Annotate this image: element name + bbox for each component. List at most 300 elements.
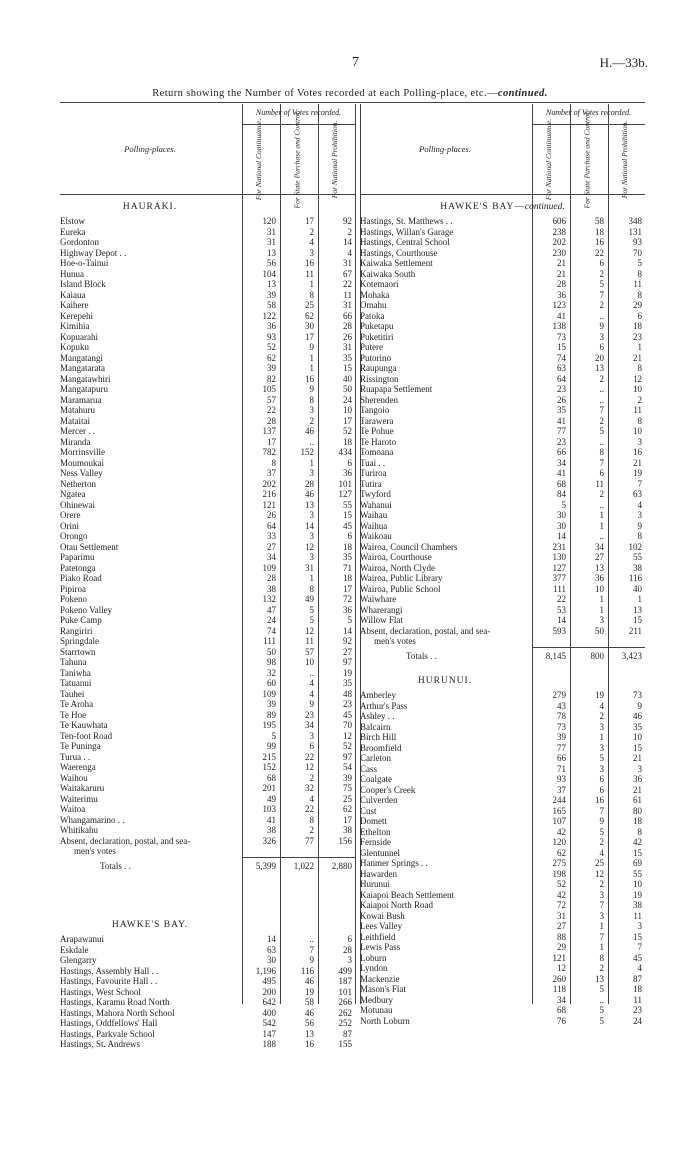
- table-row: [60, 237, 355, 248]
- polling-place-name: Pipiroa: [60, 583, 86, 594]
- votes-state: 1: [599, 604, 604, 615]
- table-row: [60, 804, 355, 815]
- votes-continuance: 28: [267, 415, 276, 426]
- votes-prohibition: 155: [338, 1039, 352, 1049]
- votes-continuance: 15: [557, 342, 566, 352]
- table-row: [60, 584, 355, 595]
- votes-continuance: 275: [552, 858, 566, 868]
- table-row: [60, 332, 355, 343]
- polling-place-name: Patoka: [360, 310, 385, 321]
- votes-continuance: 41: [267, 814, 276, 825]
- table-row: [60, 521, 355, 532]
- votes-prohibition: 9: [637, 700, 642, 711]
- votes-continuance: 137: [262, 426, 276, 436]
- votes-prohibition: 70: [633, 247, 642, 258]
- document-reference: H.—33b.: [599, 55, 648, 70]
- table-row: [360, 942, 645, 953]
- votes-prohibition: 14: [343, 237, 352, 247]
- votes-state: 1: [309, 352, 314, 363]
- votes-continuance: 68: [267, 772, 276, 783]
- polling-place-name: men's votes: [74, 846, 116, 856]
- votes-state: 5: [309, 604, 314, 615]
- table-title-cont: continued.: [497, 88, 548, 99]
- table-row: [360, 437, 645, 448]
- votes-prohibition: 102: [628, 541, 642, 552]
- votes-continuance: 93: [267, 331, 276, 342]
- votes-continuance: 593: [552, 625, 566, 636]
- polling-place-name: Starrtown: [60, 646, 96, 657]
- votes-continuance: 34: [557, 457, 566, 468]
- col-state-label: For State Purchase and Control.: [292, 110, 302, 208]
- votes-state: 10: [305, 657, 314, 667]
- votes-prohibition: 4: [637, 499, 642, 510]
- votes-prohibition: 17: [343, 415, 352, 426]
- votes-prohibition: 12: [633, 373, 642, 384]
- votes-state: 4: [309, 678, 314, 688]
- votes-prohibition: 31: [343, 300, 352, 310]
- polling-place-name: Hastings, Parkvale School: [60, 1028, 155, 1039]
- table-row: [360, 690, 645, 701]
- votes-continuance: 33: [267, 531, 276, 541]
- polling-place-name: Ten-foot Road: [60, 730, 113, 741]
- votes-continuance: 32: [267, 667, 276, 678]
- votes-prohibition: 52: [343, 741, 352, 751]
- votes-state: ..: [599, 994, 604, 1005]
- votes-prohibition: 73: [633, 690, 642, 700]
- votes-prohibition: 31: [343, 342, 352, 352]
- table-row: [360, 963, 645, 974]
- table-row: [60, 395, 355, 406]
- votes-prohibition: 55: [633, 868, 642, 879]
- votes-continuance: 28: [267, 573, 276, 583]
- table-row: [60, 353, 355, 364]
- polling-place-name: Lyndon: [360, 963, 388, 973]
- polling-place-name: Hastings, Favourite Hall . .: [60, 976, 158, 986]
- votes-prohibition: 31: [343, 258, 352, 268]
- polling-place-name: Te Kauwhata: [60, 720, 108, 730]
- table-row: [60, 1029, 355, 1040]
- votes-state: 12: [305, 762, 314, 772]
- total-continuance: 8,145: [545, 650, 566, 661]
- votes-continuance: 216: [262, 489, 276, 499]
- table-row: [60, 321, 355, 332]
- votes-continuance: 39: [267, 363, 276, 373]
- polling-place-name: Tangoio: [360, 405, 390, 415]
- votes-continuance: 52: [267, 342, 276, 352]
- votes-state: ..: [599, 394, 604, 405]
- polling-place-name: Mohaka: [360, 289, 390, 300]
- votes-prohibition: 48: [343, 688, 352, 699]
- polling-place-name: Island Block: [60, 279, 106, 289]
- table-row: [60, 311, 355, 322]
- votes-prohibition: 25: [343, 793, 352, 804]
- table-row: [360, 468, 645, 479]
- votes-prohibition: 35: [343, 552, 352, 562]
- table-row: [360, 216, 645, 227]
- table-row: [60, 678, 355, 689]
- polling-place-name: Otau Settlement: [60, 541, 119, 552]
- polling-place-name: Orini: [60, 520, 79, 531]
- table-row: [360, 290, 645, 301]
- votes-state: 28: [305, 478, 314, 489]
- votes-prohibition: 15: [343, 363, 352, 373]
- polling-place-name: Te Puninga: [60, 741, 101, 751]
- votes-state: 7: [599, 457, 604, 468]
- votes-continuance: 53: [557, 604, 566, 615]
- table-row: [360, 542, 645, 553]
- votes-state: 46: [305, 976, 314, 986]
- left-table: [60, 104, 355, 1049]
- votes-continuance: 88: [557, 931, 566, 942]
- votes-state: 7: [599, 405, 604, 415]
- polling-place-name: Miranda: [60, 436, 91, 447]
- votes-state: 4: [309, 793, 314, 804]
- section-title: HAURAKI.: [122, 202, 178, 212]
- votes-continuance: 63: [267, 944, 276, 955]
- polling-place-name: Waitakaruru: [60, 783, 105, 793]
- section-title-main: HAWKE'S BAY—: [440, 202, 525, 212]
- table-row: [60, 825, 355, 836]
- votes-continuance: 5: [271, 730, 276, 741]
- table-row: [360, 900, 645, 911]
- votes-state: 23: [305, 709, 314, 720]
- votes-prohibition: 8: [637, 531, 642, 541]
- polling-place-name: Hawarden: [360, 868, 397, 879]
- votes-continuance: 123: [552, 300, 566, 310]
- polling-places-header: Polling-places.: [419, 144, 471, 154]
- votes-prohibition: 36: [633, 774, 642, 784]
- votes-prohibition: 28: [343, 944, 352, 955]
- table-row: [360, 321, 645, 332]
- votes-continuance: 260: [552, 973, 566, 984]
- polling-place-name: Taniwha: [60, 667, 91, 678]
- polling-place-name: Absent, declaration, postal, and sea-: [60, 835, 191, 846]
- votes-prohibition: 22: [343, 279, 352, 289]
- polling-place-name: Wairoa, Public School: [360, 583, 441, 594]
- votes-continuance: 377: [552, 573, 566, 583]
- totals-rule-line: [532, 647, 645, 648]
- votes-state: 6: [309, 741, 314, 751]
- votes-continuance: 36: [557, 289, 566, 300]
- polling-place-name: Highway Depot . .: [60, 247, 127, 258]
- votes-prohibition: 3: [637, 436, 642, 447]
- table-row: [60, 405, 355, 416]
- votes-prohibition: 10: [633, 879, 642, 889]
- column-rule: [355, 104, 356, 1004]
- votes-prohibition: 18: [343, 541, 352, 552]
- polling-place-name: Fernside: [360, 837, 391, 847]
- votes-continuance: 26: [267, 510, 276, 520]
- table-row: [360, 605, 645, 616]
- votes-prohibition: 3: [637, 763, 642, 774]
- votes-prohibition: 19: [633, 889, 642, 900]
- votes-state: 6: [599, 784, 604, 795]
- votes-prohibition: 14: [343, 625, 352, 636]
- polling-place-name: Loburn: [360, 952, 387, 963]
- table-row: [60, 468, 355, 479]
- polling-place-name: Hoe-o-Tainui: [60, 258, 109, 268]
- votes-prohibition: 11: [633, 405, 642, 415]
- table-row: [360, 300, 645, 311]
- votes-state: 11: [595, 478, 604, 489]
- votes-continuance: 82: [267, 373, 276, 384]
- polling-place-name: Matahuru: [60, 405, 95, 415]
- votes-continuance: 12: [557, 963, 566, 973]
- polling-place-name: Cust: [360, 805, 377, 816]
- votes-prohibition: 23: [343, 699, 352, 709]
- votes-state: 3: [309, 531, 314, 541]
- polling-place-name: Rangiriri: [60, 625, 93, 636]
- votes-continuance: 107: [552, 816, 566, 826]
- table-row: [60, 479, 355, 490]
- table-row: [60, 563, 355, 574]
- votes-prohibition: 10: [633, 426, 642, 436]
- votes-prohibition: 24: [633, 1015, 642, 1026]
- polling-place-name: Whitikahu: [60, 825, 98, 835]
- section-title-cont: continued.: [524, 202, 565, 212]
- votes-state: 9: [599, 816, 604, 826]
- votes-state: 30: [305, 321, 314, 331]
- votes-continuance: 37: [557, 784, 566, 795]
- votes-state: 5: [599, 984, 604, 994]
- votes-prohibition: 36: [343, 604, 352, 615]
- votes-continuance: 76: [557, 1015, 566, 1026]
- polling-place-name: Hastings, Oddfellows' Hall: [60, 1018, 158, 1028]
- votes-prohibition: 4: [637, 963, 642, 973]
- votes-state: 8: [599, 447, 604, 457]
- votes-prohibition: 45: [343, 709, 352, 720]
- section-hauraki: [60, 198, 355, 871]
- votes-prohibition: 2: [347, 226, 352, 237]
- polling-place-name: Waihua: [360, 520, 388, 531]
- table-row: [360, 594, 645, 605]
- table-row: [360, 890, 645, 901]
- table-title: [0, 88, 700, 99]
- votes-state: 3: [599, 721, 604, 732]
- table-row: [360, 374, 645, 385]
- votes-state: 8: [599, 952, 604, 963]
- col-state-label: For State Purchase and Control.: [582, 110, 592, 208]
- votes-prohibition: 45: [343, 520, 352, 531]
- col-continuance-header: [532, 118, 566, 200]
- polling-place-name: Glentunnel: [360, 847, 400, 858]
- votes-continuance: 43: [557, 700, 566, 711]
- table-row: [60, 573, 355, 584]
- votes-continuance: 66: [557, 447, 566, 457]
- table-row: [60, 416, 355, 427]
- polling-place-name: Rissington: [360, 373, 399, 384]
- polling-place-name: Hastings, Mahora North School: [60, 1007, 175, 1018]
- polling-place-name: Waihau: [360, 510, 388, 520]
- votes-prohibition: 40: [343, 373, 352, 384]
- votes-prohibition: 46: [633, 711, 642, 721]
- totals-row: [360, 651, 645, 662]
- polling-place-name: Te Pohue: [360, 426, 394, 436]
- votes-prohibition: 28: [343, 321, 352, 331]
- polling-place-name: Ashley . .: [360, 711, 395, 721]
- votes-continuance: 98: [267, 657, 276, 667]
- table-row: [60, 615, 355, 626]
- votes-prohibition: 7: [637, 942, 642, 952]
- table-row: [60, 987, 355, 998]
- table-row: [60, 227, 355, 238]
- polling-place-name: Birch Hill: [360, 732, 397, 742]
- votes-state: 25: [305, 300, 314, 310]
- votes-prohibition: 35: [633, 721, 642, 732]
- votes-state: 11: [305, 636, 314, 646]
- votes-continuance: 30: [267, 955, 276, 965]
- table-row: [360, 458, 645, 469]
- votes-continuance: 542: [262, 1018, 276, 1028]
- table-row: [360, 806, 645, 817]
- polling-place-name: Tutira: [360, 478, 382, 489]
- votes-prohibition: 29: [633, 300, 642, 310]
- votes-state: 6: [599, 774, 604, 784]
- table-row: [60, 752, 355, 763]
- votes-continuance: 73: [557, 721, 566, 732]
- votes-continuance: 244: [552, 795, 566, 805]
- votes-continuance: 68: [557, 1005, 566, 1015]
- votes-state: 50: [595, 625, 604, 636]
- votes-state: 116: [300, 965, 314, 976]
- table-row: [60, 934, 355, 945]
- votes-state: 7: [599, 289, 604, 300]
- polling-place-name: Lewis Pass: [360, 942, 401, 952]
- polling-place-name: Puketapu: [360, 321, 394, 331]
- polling-place-name: Twyford: [360, 489, 391, 499]
- table-row: [60, 594, 355, 605]
- votes-continuance: 34: [267, 552, 276, 562]
- votes-state: 1: [599, 942, 604, 952]
- polling-place-name: Elstow: [60, 216, 86, 226]
- votes-continuance: 202: [262, 478, 276, 489]
- polling-place-name: Pokeno: [60, 594, 87, 604]
- table-row: [360, 869, 645, 880]
- votes-prohibition: 15: [343, 510, 352, 520]
- votes-state: 3: [599, 763, 604, 774]
- votes-continuance: 13: [267, 279, 276, 289]
- votes-state: 6: [599, 468, 604, 478]
- total-prohibition: 3,423: [621, 650, 642, 661]
- votes-state: 25: [595, 858, 604, 868]
- page-number: 7: [352, 55, 359, 70]
- votes-state: 36: [595, 573, 604, 583]
- votes-continuance: 642: [262, 997, 276, 1007]
- votes-continuance: 38: [267, 825, 276, 835]
- polling-place-name: Glengarry: [60, 955, 97, 965]
- votes-state: 9: [309, 699, 314, 709]
- votes-continuance: 103: [262, 804, 276, 814]
- votes-continuance: 279: [552, 690, 566, 700]
- table-row: [60, 269, 355, 280]
- votes-continuance: 1,196: [255, 965, 276, 976]
- polling-place-name: Waikoau: [360, 531, 392, 541]
- votes-state: 2: [599, 711, 604, 721]
- table-row: [360, 732, 645, 743]
- votes-continuance: 60: [267, 678, 276, 688]
- votes-state: 20: [595, 352, 604, 363]
- votes-continuance: 72: [557, 900, 566, 910]
- table-row: [360, 510, 645, 521]
- votes-continuance: 14: [557, 531, 566, 541]
- votes-continuance: 62: [557, 847, 566, 858]
- votes-prohibition: 8: [637, 415, 642, 426]
- votes-state: 2: [599, 300, 604, 310]
- votes-state: ..: [599, 499, 604, 510]
- table-row: [60, 815, 355, 826]
- table-row: [60, 647, 355, 658]
- table-row: [360, 258, 645, 269]
- table-row: [60, 657, 355, 668]
- polling-place-name: Absent, declaration, postal, and sea-: [360, 625, 491, 636]
- votes-state: 1: [599, 510, 604, 520]
- votes-prohibition: 8: [637, 268, 642, 279]
- votes-state: ..: [599, 436, 604, 447]
- votes-state: 3: [309, 468, 314, 478]
- totals-label: Totals . .: [406, 650, 437, 661]
- polling-place-name: Tuai . .: [360, 457, 386, 468]
- polling-place-name: Waerenga: [60, 762, 96, 772]
- votes-prohibition: 8: [637, 363, 642, 373]
- totals-row: [60, 861, 355, 872]
- polling-place-name: Ethelton: [360, 826, 391, 837]
- polling-place-name: Coalgate: [360, 774, 392, 784]
- table-row: [360, 1005, 645, 1016]
- votes-prohibition: 3: [347, 955, 352, 965]
- polling-place-name: Ness Valley: [60, 468, 103, 478]
- table-row: [360, 921, 645, 932]
- votes-state: 46: [305, 489, 314, 499]
- votes-continuance: 66: [557, 753, 566, 763]
- polling-place-name: Mangatangi: [60, 352, 103, 363]
- polling-place-name: Hastings, Courthouse: [360, 247, 438, 258]
- polling-place-name: Medbury: [360, 994, 393, 1005]
- votes-state: 77: [305, 835, 314, 846]
- polling-place-name: Hunua: [60, 268, 84, 279]
- table-row: [360, 626, 645, 637]
- polling-place-name: Tahuna: [60, 657, 87, 667]
- votes-state: 3: [309, 552, 314, 562]
- votes-state: 5: [599, 826, 604, 837]
- table-row: [60, 668, 355, 679]
- votes-prohibition: 36: [343, 468, 352, 478]
- votes-continuance: 42: [557, 889, 566, 900]
- table-row: [60, 636, 355, 647]
- table-row: [60, 510, 355, 521]
- votes-prohibition: 211: [628, 625, 642, 636]
- votes-prohibition: 50: [343, 384, 352, 394]
- votes-continuance: 68: [557, 478, 566, 489]
- polling-place-name: Waiwhare: [360, 594, 397, 604]
- right-table: [360, 104, 645, 1026]
- votes-continuance: 195: [262, 720, 276, 730]
- votes-prohibition: 1: [637, 342, 642, 352]
- table-row: [360, 753, 645, 764]
- votes-continuance: 39: [267, 289, 276, 300]
- votes-state: 5: [309, 615, 314, 625]
- votes-state: 1: [309, 457, 314, 468]
- table-row: [360, 879, 645, 890]
- polling-place-name: Wairoa, Courthouse: [360, 552, 432, 562]
- votes-continuance: 37: [267, 468, 276, 478]
- table-row: [60, 437, 355, 448]
- table-row: [360, 995, 645, 1006]
- votes-state: 13: [305, 1028, 314, 1039]
- table-row: [360, 764, 645, 775]
- table-row: [360, 395, 645, 406]
- table-row: [360, 785, 645, 796]
- table-row: [360, 573, 645, 584]
